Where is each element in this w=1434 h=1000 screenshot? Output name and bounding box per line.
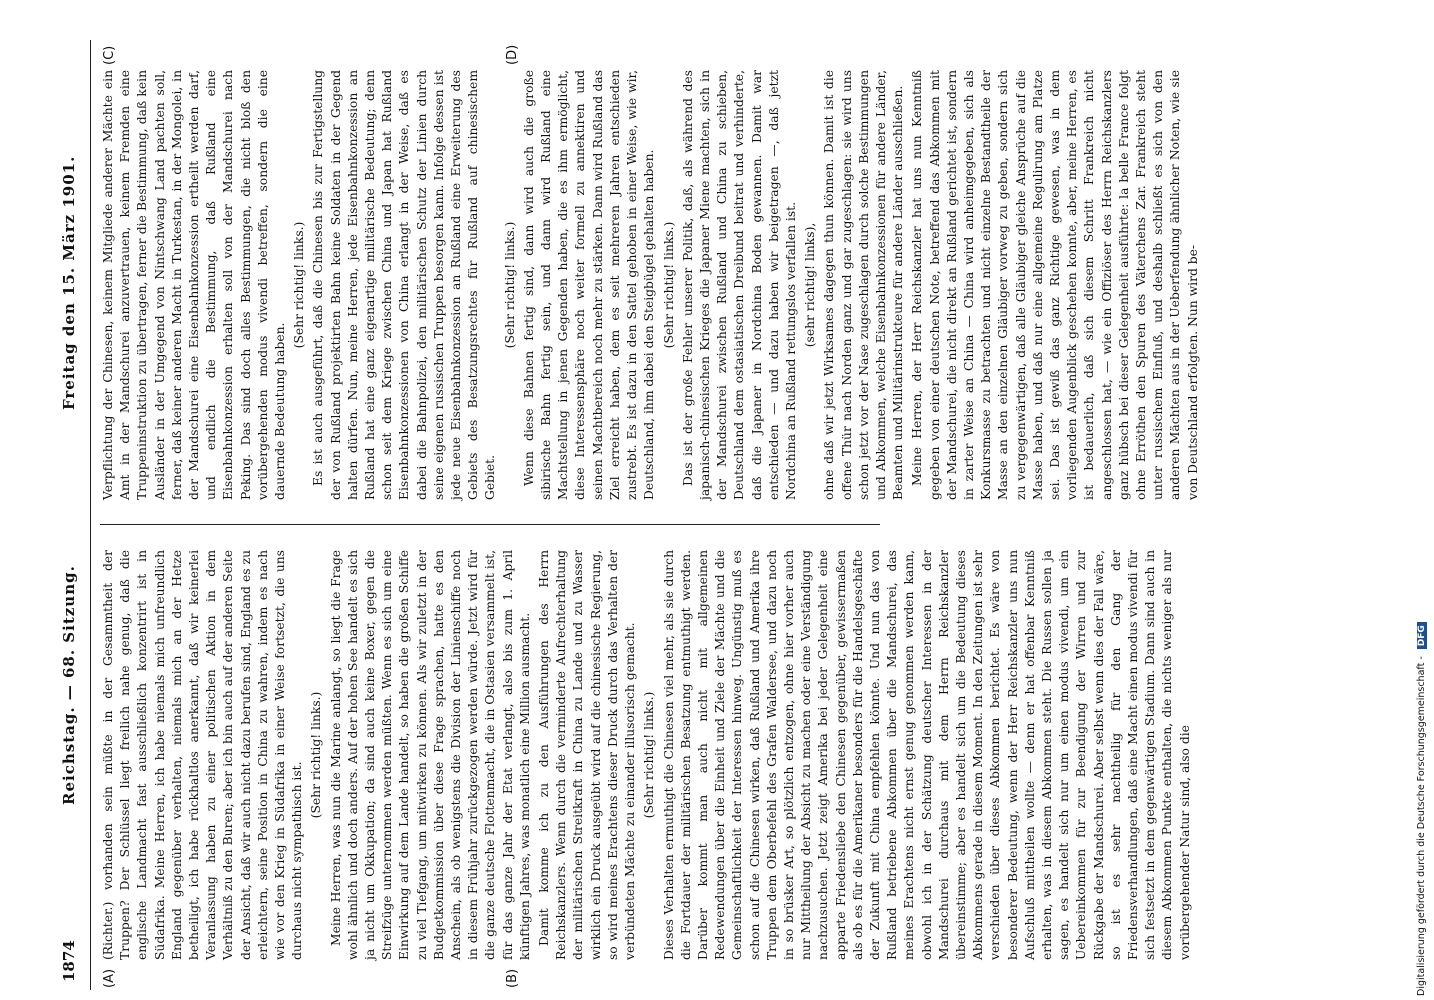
- paragraph: Das ist der große Fehler unserer Politik, daß, als während des japanisch-chinesischen Krieges die Japaner Miene machten, sich in der Mandschurei zwischen Rußland und China zu schieben, Deutschland dem ostasiatischen Dreibund beitrat und verhinderte, daß die Japaner in Nordchina Boden gewannen. Damit war entschieden — und dazu haben wir beigetragen —, daß jetzt Nordchina an Rußland rettungslos verfallen ist.: [680, 70, 798, 500]
- paragraph: Wenn diese Bahnen fertig sind, dann wird auch die große sibirische Bahn fertig sein, und dann wird Rußland eine Machtstellung in jenen Gegenden haben, die es ihm ermöglicht, diese Interessensphäre noch weiter formell zu annektiren und seinen Machtbereich noch mehr zu stärken. Dann wird Rußland das Ziel erreicht haben, dem es seit mehreren Jahren entschieden zustrebt. Es ist dazu in den Sattel gehoben in einer Weise, wie wir, Deutschland, ihm dabei den Steigbügel gehalten haben.: [521, 70, 657, 500]
- margin-mark-a: (A): [102, 968, 117, 988]
- session-title: Reichstag. — 68. Sitzung.: [60, 565, 78, 805]
- page-header: [50, 40, 91, 990]
- document-page: [50, 40, 1390, 990]
- interjection: (Sehr richtig! links.): [309, 691, 324, 819]
- paragraph: Es ist auch ausgeführt, daß die Chinesen bis zur Fertigstellung der von Rußland projektirten Bahn keine Soldaten in der Gegend halten dürfen. Nun, meine Herren, jede Eisenbahnkonzession an Rußland hat eine ganz eigenartige militärische Bedeutung; denn schon seit dem Kriege zwischen China und Japan hat Rußland Eisenbahnkonzessionen von China erlangt in der Weise, daß es dabei die Bahnpolizei, den militärischen Schutz der Linien durch seine eigenen russischen Truppen besorgen kann. Infolge dessen ist jede neue Eisenbahnkonzession an Rußland eine Erweiterung des Gebiets des Besatzungsrechtes für Rußland auf chinesischem Gebiet.: [311, 70, 498, 500]
- right-column: [100, 70, 1200, 500]
- paragraph: ohne daß wir jetzt Wirksames dagegen thun können. Damit ist die offene Thür nach Norden ganz und gar zugeschlagen: sie wird uns schon jetzt vor der Nase zugeschlagen durch solche Bestimmungen und Abkommen, welche Eisenbahnkonzessionen für andere Länder, Beamten und Militärinstrukteure für andere Länder ausschließen.: [822, 70, 906, 500]
- margin-mark-b: (B): [505, 968, 520, 988]
- paragraph: Dieses Verhalten ermuthigt die Chinesen viel mehr, als sie durch die Fortdauer der militärischen Besatzung entmuthigt werden. Darüber kommt man auch nicht mit allgemeinen Redewendungen über die Einheit und Ziele der Mächte und die Gemeinschaftlichkeit der Interessen hinweg. Ungünstig muß es schon auf die Chinesen wirken, daß Rußland und Amerika ihre Truppen dem Oberbefehl des Grafen Waldersee, und dazu noch in so brüsker Art, so plötzlich entzogen, ohne hier vorher auch nur Mittheilung der Absicht zu machen oder eine Verständigung nachzusuchen. Jetzt zeigt Amerika bei jeder Gelegenheit eine apparte Friedensliebe den Chinesen gegenüber, gewissermaßen als ob es für die Amerikaner besonders für die Handelsgeschäfte der Zukunft mit China empfehlen könnte. Und nun das von Rußland betriebene Abkommen über die Mandschurei, das meines Erachtens nicht ernst genug genommen werden kann, obwohl ich in der Schätzung deutscher Interessen in der Mandschurei durchaus mit dem Herrn Reichskanzler übereinstimme; aber es handelt sich um die Bedeutung dieses Abkommens gerade in diesem Moment. In den Zeitungen ist sehr verschieden über dieses Abkommen berichtet. Es wäre von besonderer Bedeutung, wenn der Herr Reichskanzler uns nun Aufschluß mittheilen wollte — denn er hat offenbar Kenntniß erhalten, was in diesem Abkommen steht. Die Russen sollen ja sagen, es handelt sich nur um einen modus vivendi, um ein Uebereinkommen für zur Beendigung der Wirren und zur Rückgabe der Mandschurei. Aber selbst wenn dies der Fall wäre, so ist es sehr nachtheilig für den Gang der Friedensverhandlungen, daß eine Macht einen modus vivendi für sich festsetzt in dem gegenwärtigen Stadium. Dann sind auch in diesem Abkommen Punkte enthalten, die nichts weniger als nur vorübergehender Natur sind, also die: [661, 550, 1192, 960]
- paragraph: Meine Herren, der Herr Reichskanzler hat uns nun Kenntniß gegeben von einer deutschen Note, betreffend das Abkommen mit der Mandschurei, die nicht direkt an Rußland gerichtet ist, sondern in zarter Weise an China — China wird anheimgegeben, sich als Konkursmasse zu betrachten und nicht einzelne Bestandtheile der Masse an den einzelnen Gläubiger vorweg zu geben, sondern sich zu vergegenwärtigen, daß alle Gläubiger gleiche Ansprüche auf die Masse haben, und daß nur eine allgemeine Regulirung am Platze sei. Das ist gewiß das ganz Richtige gewesen, was in dem vorliegenden Augenblick geschehen konnte, aber, meine Herren, es ist bedauerlich, daß sich diesem Schritt Frankreich nicht angeschlossen hat, — wie ein Offiziöser des Herrn Reichskanzlers ganz hübsch bei dieser Gelegenheit ausführte: la belle France folgt ohne Erröthen den Spuren des Väterchens Zar. Frankreich steht unter russischem Einfluß, und deshalb schließt es sich von den anderen Mächten aus in der Ueberfendung ähnlicher Noten, wie sie von Deutschland erfolgten. Nun wird be-: [910, 70, 1200, 500]
- interjection: (Sehr richtig! links.): [642, 691, 657, 819]
- paragraph: Meine Herren, was nun die Marine anlangt, so liegt die Frage wohl ähnlich und doch anders. Auf der hohen See handelt es sich ja nicht um Okkupation; da sind auch keine Boxer, gegen die Streifzüge unternommen werden müßten. Wenn es sich um eine Einwirkung auf dem Lande handelt, so haben die großen Schiffe zu viel Tiefgang, um mitwirken zu können. Als wir zuletzt in der Budgetkommission über diese Frage sprachen, hatte es den Anschein, als ob wenigstens die Division der Linienschiffe noch in diesem Frühjahr zurückgezogen werden würde. Jetzt wird für die ganze deutsche Flottenmacht, die in Ostasien versammelt ist, für das ganze Jahr der Etat verlangt, also bis zum 1. April künftigen Jahres, was monatlich eine Million ausmacht.: [328, 550, 532, 960]
- paragraph: Damit komme ich zu den Ausführungen des Herrn Reichskanzlers. Wenn durch die verminderte Aufrechterhaltung der militärischen Streitkraft in China zu Lande und zu Wasser wirklich ein Druck ausgeübt wird auf die chinesische Regierung, so wird meines Erachtens dieser Druck durch das Verhalten der verbündeten Mächte zu einander illusorisch gemacht.: [537, 550, 638, 960]
- interjection: (Sehr richtig! links.): [292, 221, 307, 349]
- left-column: [100, 550, 1192, 960]
- digitization-credit: [1416, 376, 1430, 996]
- page-number: 1874: [60, 940, 78, 982]
- credit-text: Digitalisierung gefördert durch die Deutsche Forschungsgemeinschaft -: [1416, 656, 1427, 996]
- session-date: Freitag den 15. März 1901.: [60, 155, 78, 410]
- interjection: (Sehr richtig! links.): [661, 221, 676, 349]
- paragraph: Verpflichtung der Chinesen, keinem Mitgliede anderer Mächte ein Amt in der Mandschurei anzuvertrauen, keinem Fremden eine Truppeninstruktion zu übertragen, ferner die Bestimmung, daß kein Ausländer in der Umgegend von Nintschwang Land pachten soll, ferner, daß keiner anderen Macht in Turkestan, in der Mongolei, in der Mandschurei eine Eisenbahnkonzession ertheilt werden darf, und endlich die Bestimmung, daß Rußland eine Eisenbahnkonzession erhalten soll von der Mandschurei nach Peking. Das sind doch alles Bestimmungen, die nicht bloß den vorübergehenden modus vivendi betreffen, sondern die eine dauernde Bedeutung haben.: [101, 70, 288, 500]
- dfg-logo: DFG: [1417, 622, 1427, 649]
- column-divider: [100, 524, 880, 525]
- margin-mark-d: (D): [505, 44, 520, 65]
- interjection: (sehr richtig! links),: [803, 222, 818, 348]
- interjection: (Sehr richtig! links.): [502, 221, 517, 349]
- margin-mark-c: (C): [102, 45, 117, 65]
- paragraph: (Richter.) vorhanden sein müßte in der Gesammtheit der Truppen? Der Schlüssel liegt freilich nahe genug, daß die englische Landmacht fast ausschließlich konzentrirt ist in Südafrika. Meine Herren, ich habe niemals mich unfreundlich England gegenüber verhalten, niemals mich an der Hetze betheiligt, ich habe rückhaltlos anerkannt, daß wir keinerlei Veranlassung haben zu einer politischen Aktion in dem Verhältniß zu den Buren; aber ich bin auch auf der anderen Seite der Ansicht, daß wir auch nicht dazu berufen sind, England es zu erleichtern, seine Position in China zu wahren, indem es nach wie vor den Krieg in Südafrika in einer Weise fortsetzt, die uns durchaus nicht sympathisch ist.: [101, 550, 305, 960]
